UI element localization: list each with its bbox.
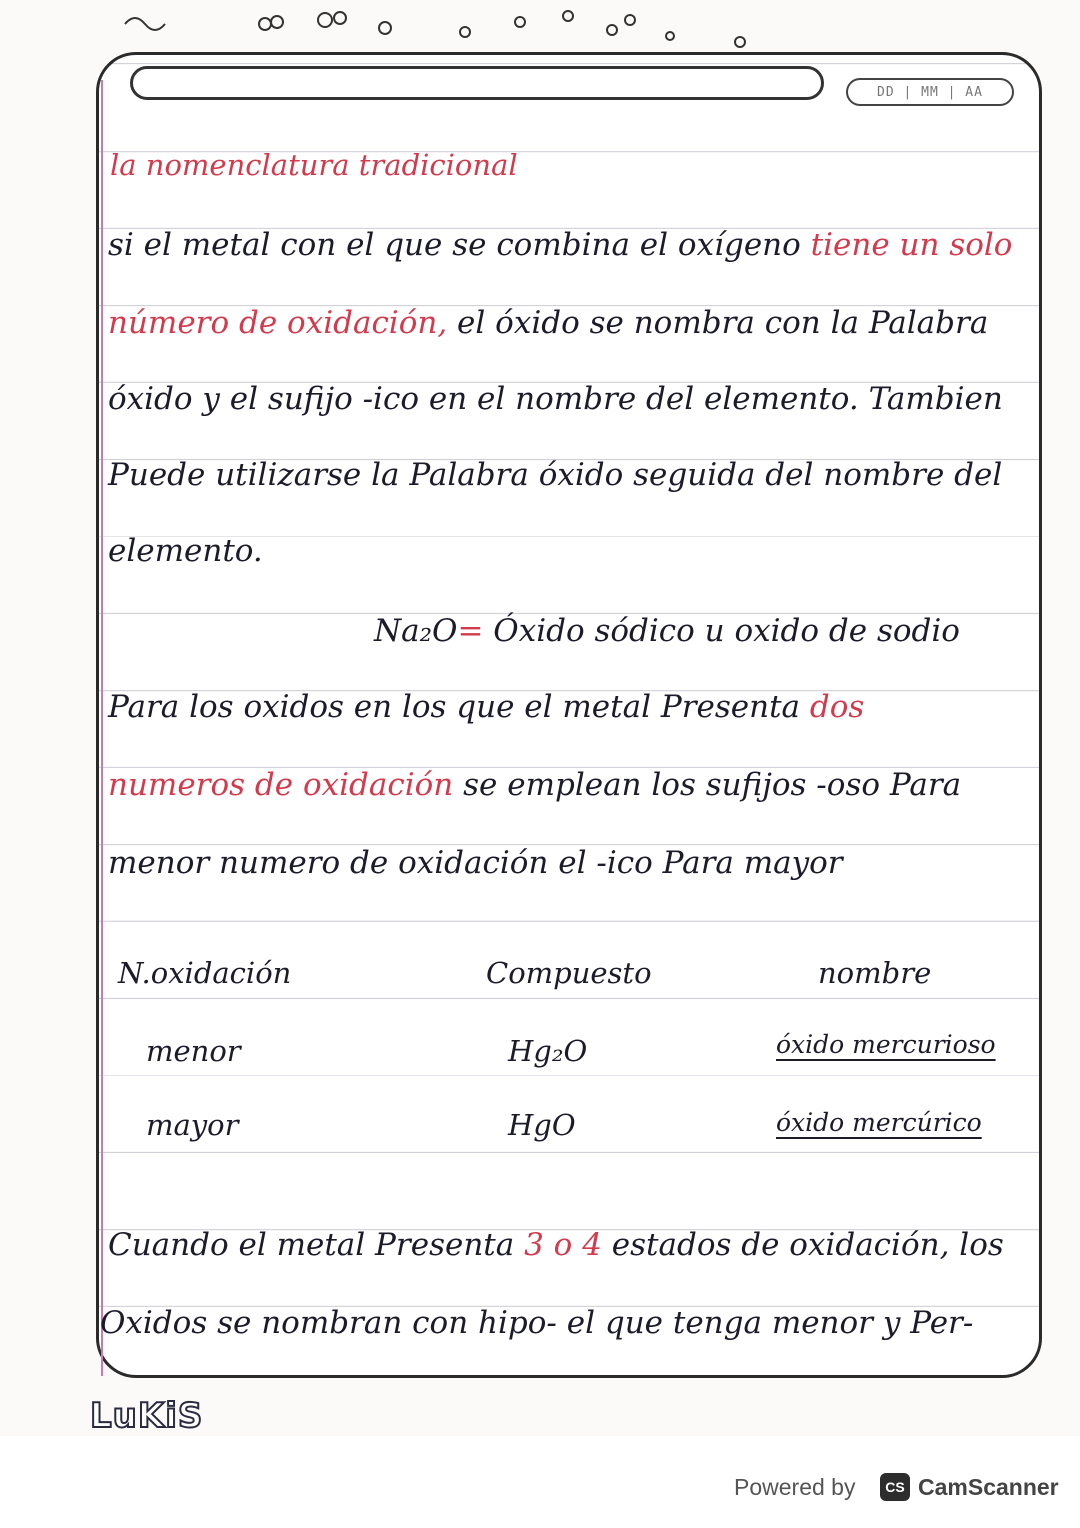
example-formula: Na₂O xyxy=(374,613,458,649)
doodle-flower xyxy=(318,13,332,27)
doodle-flower xyxy=(735,37,745,47)
line-text: si el metal con el que se combina el oxígeno xyxy=(108,227,811,263)
notes-heading: la nomenclatura tradicional xyxy=(110,148,518,182)
table-header-compound: Compuesto xyxy=(486,956,652,990)
notes-line-4: Puede utilizarse la Palabra óxido seguida del nombre del xyxy=(108,457,1003,493)
highlighted-text: numeros de oxidación xyxy=(108,767,454,803)
line-text: el óxido se nombra con la Palabra xyxy=(447,305,989,341)
doodle-flower xyxy=(625,15,635,25)
powered-by-text: Powered by xyxy=(734,1474,856,1500)
notes-line-9 xyxy=(108,1226,1004,1264)
doodle-flower xyxy=(259,18,271,30)
line-text: óxido y el sufijo -ico en el nombre del elemento. xyxy=(108,381,859,417)
margin-line xyxy=(101,80,103,1376)
doodle-flower xyxy=(125,18,165,30)
doodle-flower xyxy=(515,17,525,27)
camscanner-logo-icon: CS xyxy=(880,1473,910,1501)
title-bar xyxy=(130,66,824,100)
line-text: estados de oxidación, los xyxy=(601,1227,1004,1263)
doodle-flower xyxy=(666,32,674,40)
notes-line-7 xyxy=(108,766,961,804)
notes-line-5: elemento. xyxy=(108,533,263,569)
line-text: Cuando el metal Presenta xyxy=(108,1227,525,1263)
line-text: se emplean los sufijos -oso Para xyxy=(453,767,962,803)
table-header-oxidation: N.oxidación xyxy=(118,956,292,990)
table-cell-oxidation: mayor xyxy=(146,1108,239,1142)
notes-line-6 xyxy=(108,688,864,726)
notes-line-2 xyxy=(108,304,988,342)
example-equals: = xyxy=(457,613,484,649)
highlighted-text: tiene un solo xyxy=(810,227,1013,263)
doodle-flower xyxy=(460,27,470,37)
notes-line-10: Oxidos se nombran con hipo- el que tenga menor y Per- xyxy=(100,1305,974,1341)
notes-line-3 xyxy=(108,380,1003,418)
signature-logo: LuKiS xyxy=(90,1396,204,1436)
table-cell-compound: Hg₂O xyxy=(508,1034,588,1068)
table-cell-compound: HgO xyxy=(508,1108,576,1142)
highlighted-text: dos xyxy=(809,689,865,725)
table-cell-name: óxido mercurioso xyxy=(776,1030,996,1059)
highlighted-text: número de oxidación, xyxy=(108,305,448,341)
highlighted-text: 3 o 4 xyxy=(524,1227,602,1263)
doodle-flower xyxy=(607,25,617,35)
doodle-flower xyxy=(334,12,346,24)
table-cell-name: óxido mercúrico xyxy=(776,1108,982,1137)
line-text: Tambien xyxy=(858,381,1003,417)
table-header-name: nombre xyxy=(818,956,932,990)
date-box: DD | MM | AA xyxy=(846,78,1014,106)
notes-line-8: menor numero de oxidación el -ico Para mayor xyxy=(108,845,843,881)
camscanner-brand: CamScanner xyxy=(918,1474,1059,1500)
table-cell-oxidation: menor xyxy=(146,1034,241,1068)
doodle-flower xyxy=(563,11,573,21)
doodle-flower xyxy=(271,16,283,28)
doodle-flower xyxy=(379,22,391,34)
example-text: Óxido sódico u oxido de sodio xyxy=(483,613,960,649)
line-text: Para los oxidos en los que el metal Presenta xyxy=(108,689,810,725)
example-line xyxy=(374,612,960,650)
notes-line-1 xyxy=(108,226,1012,264)
